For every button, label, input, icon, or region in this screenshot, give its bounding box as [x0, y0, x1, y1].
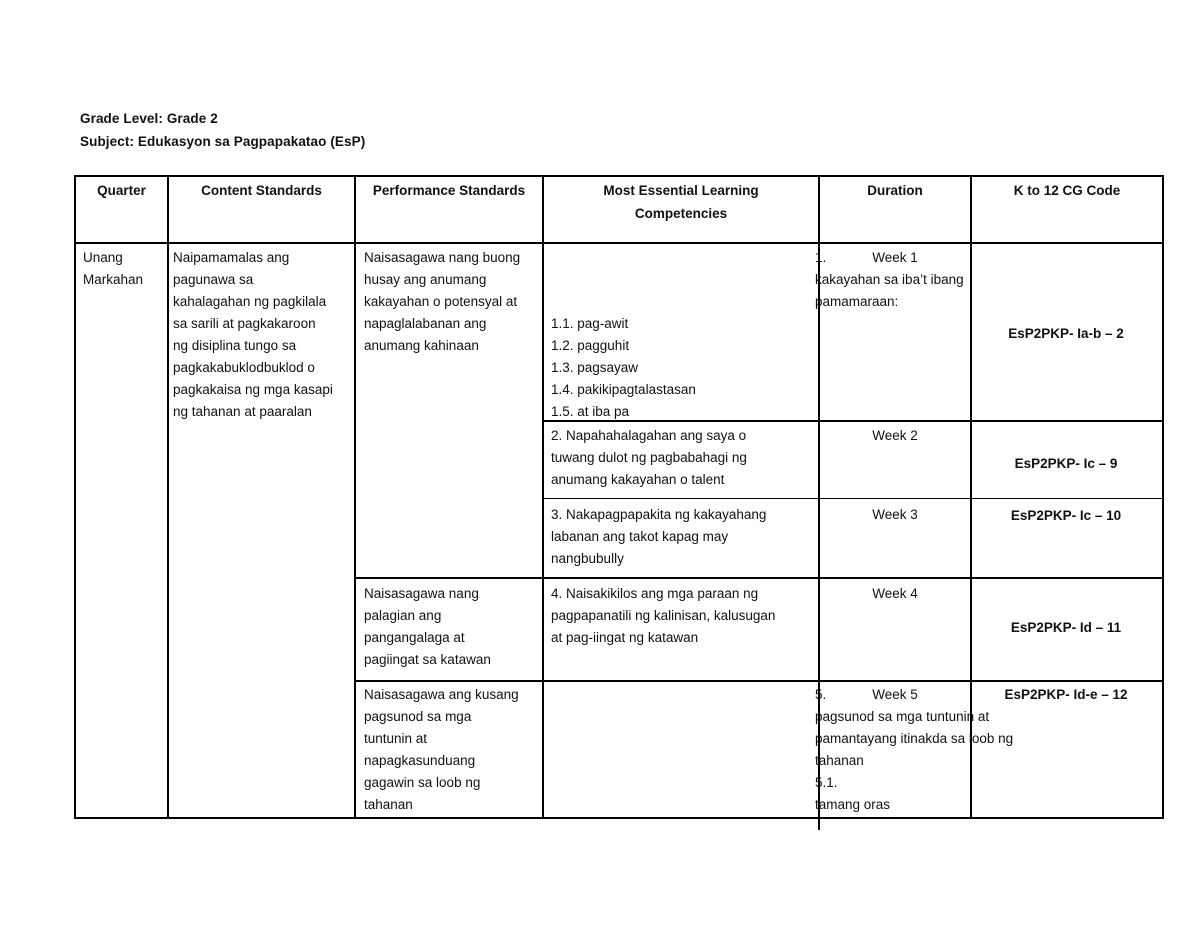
competencies-row-2 [551, 425, 747, 491]
performance-line: napagkasunduang [364, 753, 476, 768]
duration-row-5-text [815, 706, 1013, 816]
header-content-standards: Content Standards [201, 183, 322, 198]
duration-row-1-text [815, 269, 964, 313]
duration-row-5-week: Week 5 [872, 687, 918, 702]
performance-line: husay ang anumang [364, 272, 487, 287]
duration-line: pagsunod sa mga tuntunin at [815, 709, 990, 724]
competency-item: 1.5. at iba pa [551, 404, 630, 419]
duration-row-1-week: Week 1 [872, 250, 918, 265]
competency-line: pagpapanatili ng kalinisan, kalusugan [551, 608, 776, 623]
header-competencies [544, 179, 818, 225]
competencies-row-3 [551, 504, 766, 570]
grade-level-heading: Grade Level: Grade 2 [80, 111, 218, 126]
header-quarter: Quarter [97, 183, 146, 198]
row-divider-2 [542, 498, 1164, 499]
duration-row-2-week: Week 2 [872, 428, 918, 443]
content-line: sa sarili at pagkakaroon [173, 316, 316, 331]
competency-line: 2. Napahahalagahan ang saya o [551, 428, 747, 443]
cg-code-row-4: EsP2PKP- Id – 11 [1010, 620, 1122, 635]
competency-line: anumang kakayahan o talent [551, 472, 725, 487]
cg-code-row-3: EsP2PKP- Ic – 10 [1010, 508, 1122, 523]
col-divider-3 [542, 175, 544, 819]
quarter-line: Unang [83, 250, 123, 265]
duration-row-5-number: 5. [815, 687, 827, 702]
table-border-left [74, 175, 76, 819]
performance-standards-block-2 [364, 583, 491, 671]
content-line: pagunawa sa [173, 272, 254, 287]
competency-item: 1.3. pagsayaw [551, 360, 639, 375]
header-row-border [74, 242, 1164, 244]
competency-line: 4. Naisakikilos ang mga paraan ng [551, 586, 759, 601]
subject-heading: Subject: Edukasyon sa Pagpapakatao (EsP) [80, 134, 366, 149]
performance-standards-block-3 [364, 684, 519, 816]
duration-row-1-number: 1. [815, 250, 827, 265]
performance-line: napaglalabanan ang [364, 316, 487, 331]
curriculum-table [74, 175, 1164, 819]
quarter-line: Markahan [83, 272, 144, 287]
competency-line: tuwang dulot ng pagbabahagi ng [551, 450, 747, 465]
duration-line: pamamaraan: [815, 294, 899, 309]
quarter-cell [83, 247, 143, 291]
competency-line: at pag-iingat ng katawan [551, 630, 699, 645]
header-competencies-line2: Competencies [634, 206, 728, 221]
competency-item: 1.1. pag-awit [551, 316, 629, 331]
duration-row-3-week: Week 3 [872, 507, 918, 522]
table-border-bottom [74, 817, 1164, 819]
performance-line: anumang kahinaan [364, 338, 479, 353]
cg-code-row-1: EsP2PKP- Ia-b – 2 [1008, 326, 1124, 341]
duration-line: pamantayang itinakda sa loob ng [815, 731, 1014, 746]
competency-line: labanan ang takot kapag may [551, 529, 729, 544]
content-line: kahalagahan ng pagkilala [173, 294, 327, 309]
duration-line: 5.1. [815, 775, 838, 790]
duration-line: kakayahan sa iba’t ibang [815, 272, 964, 287]
duration-line: tahanan [815, 753, 864, 768]
performance-line: kakayahan o potensyal at [364, 294, 518, 309]
content-line: ng disiplina tungo sa [173, 338, 297, 353]
header-cg-code: K to 12 CG Code [1013, 183, 1121, 198]
content-line: pagkakaisa ng mga kasapi [173, 382, 333, 397]
header-duration: Duration [867, 183, 923, 198]
table-border-right [1162, 175, 1164, 819]
performance-standards-block-1 [364, 247, 520, 357]
row-divider-4 [354, 680, 1164, 682]
performance-line: pangangalaga at [364, 630, 465, 645]
competency-line: 3. Nakapagpapakita ng kakayahang [551, 507, 767, 522]
col-divider-1 [167, 175, 169, 819]
content-line: pagkakabuklodbuklod o [173, 360, 315, 375]
content-line: ng tahanan at paaralan [173, 404, 312, 419]
performance-line: Naisasagawa ang kusang [364, 687, 519, 702]
performance-line: palagian ang [364, 608, 442, 623]
content-standards-cell [173, 247, 333, 423]
competencies-row-1 [551, 313, 696, 423]
table-border-top [74, 175, 1164, 177]
content-line: Naipamamalas ang [173, 250, 290, 265]
cg-code-row-2: EsP2PKP- Ic – 9 [1014, 456, 1118, 471]
duration-line: tamang oras [815, 797, 891, 812]
header-performance-standards: Performance Standards [372, 183, 526, 198]
competency-item: 1.4. pakikipagtalastasan [551, 382, 696, 397]
performance-line: pagiingat sa katawan [364, 652, 491, 667]
performance-line: pagsunod sa mga [364, 709, 472, 724]
competency-item: 1.2. pagguhit [551, 338, 630, 353]
competency-line: nangbubully [551, 551, 624, 566]
col-divider-2 [354, 175, 356, 819]
performance-line: tahanan [364, 797, 413, 812]
performance-line: Naisasagawa nang [364, 586, 479, 601]
duration-row-4-week: Week 4 [872, 586, 918, 601]
cg-code-row-5: EsP2PKP- Id-e – 12 [1004, 687, 1128, 702]
performance-line: Naisasagawa nang buong [364, 250, 521, 265]
competencies-row-4 [551, 583, 775, 649]
performance-line: tuntunin at [364, 731, 428, 746]
performance-line: gagawin sa loob ng [364, 775, 481, 790]
header-competencies-line1: Most Essential Learning [603, 183, 759, 198]
row-divider-3 [354, 577, 1164, 579]
